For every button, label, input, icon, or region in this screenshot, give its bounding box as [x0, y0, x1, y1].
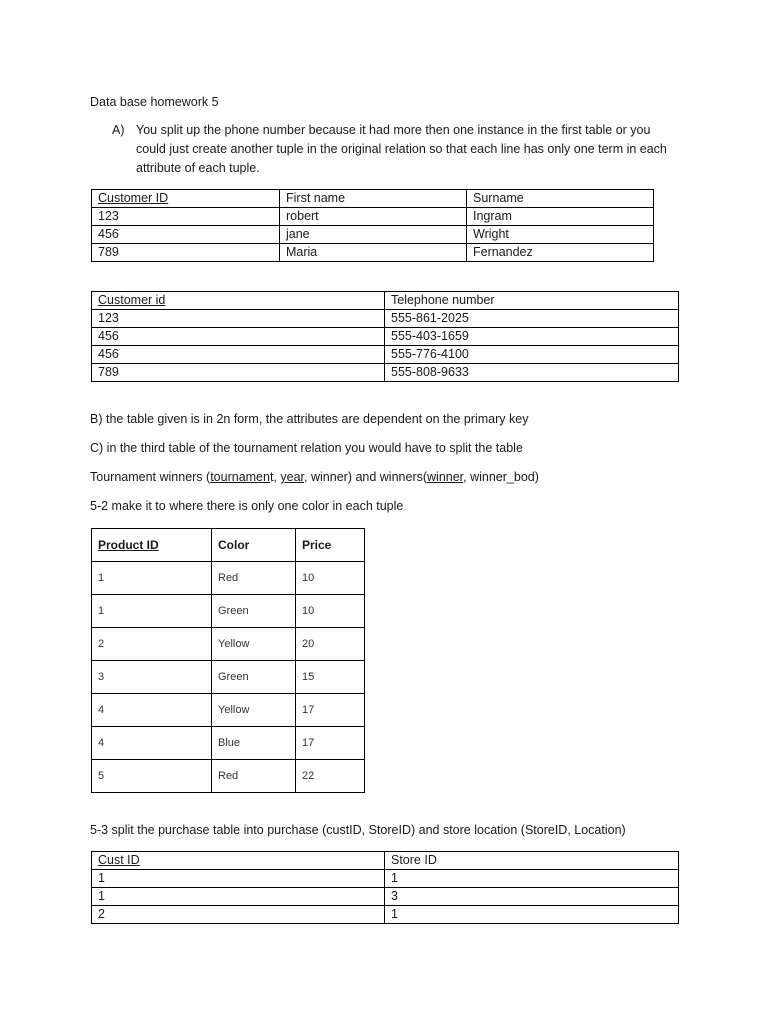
customers-table: [91, 189, 654, 262]
table-cell: Maria: [280, 244, 467, 262]
table-row: [92, 328, 679, 346]
table-cell: jane: [280, 226, 467, 244]
table-cell: 555-861-2025: [385, 310, 679, 328]
table-cell: Red: [212, 760, 296, 793]
tournament-text: Tournament winners (: [90, 470, 211, 484]
table-cell: Fernandez: [467, 244, 654, 262]
phones-table: [91, 291, 679, 382]
table-cell: 17: [296, 727, 365, 760]
table-cell: Green: [212, 595, 296, 628]
table-row: [92, 760, 365, 793]
table-row: [92, 870, 679, 888]
table-row: [92, 888, 679, 906]
document-title: Data base homework 5: [90, 95, 219, 109]
table-cell: 456: [92, 346, 385, 364]
table-cell: 456: [92, 226, 280, 244]
header-color: Color: [212, 529, 296, 562]
table-cell: 10: [296, 562, 365, 595]
header-product-id: Product ID: [92, 529, 212, 562]
table-cell: Red: [212, 562, 296, 595]
table-header-row: [92, 190, 654, 208]
tournament-relations: [90, 468, 539, 487]
table-cell: 555-776-4100: [385, 346, 679, 364]
header-price: Price: [296, 529, 365, 562]
answer-b: B) the table given is in 2n form, the attributes are dependent on the primary key: [90, 412, 529, 426]
table-row: [92, 661, 365, 694]
tournament-text: , winner_bod): [463, 470, 539, 484]
table-row: [92, 364, 679, 382]
table-cell: 1: [92, 888, 385, 906]
tournament-text: t: [269, 470, 274, 484]
table-cell: 456: [92, 328, 385, 346]
table-cell: 15: [296, 661, 365, 694]
table-cell: 555-403-1659: [385, 328, 679, 346]
table-cell: 5: [92, 760, 212, 793]
table-cell: Green: [212, 661, 296, 694]
table-cell: 2: [92, 628, 212, 661]
table-cell: 4: [92, 694, 212, 727]
table-row: [92, 628, 365, 661]
winner-key: winner: [427, 470, 464, 484]
table-row: [92, 595, 365, 628]
table-row: [92, 906, 679, 924]
table-row: [92, 208, 654, 226]
header-customer-id: Customer ID: [92, 190, 280, 208]
table-cell: Yellow: [212, 628, 296, 661]
question-5-2: 5-2 make it to where there is only one color in each tuple: [90, 499, 404, 513]
header-first-name: First name: [280, 190, 467, 208]
table-cell: 555-808-9633: [385, 364, 679, 382]
header-customer-id: Customer id: [92, 292, 385, 310]
table-cell: 789: [92, 364, 385, 382]
tournament-text: , winner) and winners(: [304, 470, 428, 484]
answer-c: C) in the third table of the tournament relation you would have to split the table: [90, 441, 523, 455]
table-cell: 1: [92, 595, 212, 628]
table-cell: 1: [92, 870, 385, 888]
table-row: [92, 244, 654, 262]
answer-a-marker: A): [112, 123, 125, 137]
table-header-row: [92, 292, 679, 310]
header-surname: Surname: [467, 190, 654, 208]
table-cell: 1: [385, 870, 679, 888]
answer-a-text: You split up the phone number because it had more then one instance in the first table or you could just create another tuple in the original relation so that each line has only one term in each attribute of each tuple.: [136, 123, 667, 175]
header-telephone-number: Telephone number: [385, 292, 679, 310]
table-row: [92, 346, 679, 364]
table-cell: 123: [92, 310, 385, 328]
year-key: year: [280, 470, 305, 484]
table-cell: 22: [296, 760, 365, 793]
table-cell: 3: [385, 888, 679, 906]
header-store-id: Store ID: [385, 852, 679, 870]
table-row: [92, 727, 365, 760]
table-cell: Ingram: [467, 208, 654, 226]
products-table: [91, 528, 365, 793]
question-5-3: 5-3 split the purchase table into purchase (custID, StoreID) and store location (StoreID, Location): [90, 823, 626, 837]
header-cust-id: Cust ID: [92, 852, 385, 870]
table-cell: 2: [92, 906, 385, 924]
table-cell: Blue: [212, 727, 296, 760]
purchase-table: [91, 851, 679, 924]
table-row: [92, 226, 654, 244]
table-row: [92, 310, 679, 328]
table-cell: 1: [385, 906, 679, 924]
table-cell: 3: [92, 661, 212, 694]
table-cell: Yellow: [212, 694, 296, 727]
tournament-text: ,: [273, 470, 281, 484]
table-header-row: [92, 852, 679, 870]
table-cell: 10: [296, 595, 365, 628]
table-cell: robert: [280, 208, 467, 226]
table-cell: 4: [92, 727, 212, 760]
table-cell: Wright: [467, 226, 654, 244]
table-cell: 123: [92, 208, 280, 226]
tournament-key: tournamen: [210, 470, 270, 484]
table-cell: 789: [92, 244, 280, 262]
table-header-row: [92, 529, 365, 562]
table-cell: 17: [296, 694, 365, 727]
table-cell: 1: [92, 562, 212, 595]
table-cell: 20: [296, 628, 365, 661]
table-row: [92, 694, 365, 727]
table-row: [92, 562, 365, 595]
